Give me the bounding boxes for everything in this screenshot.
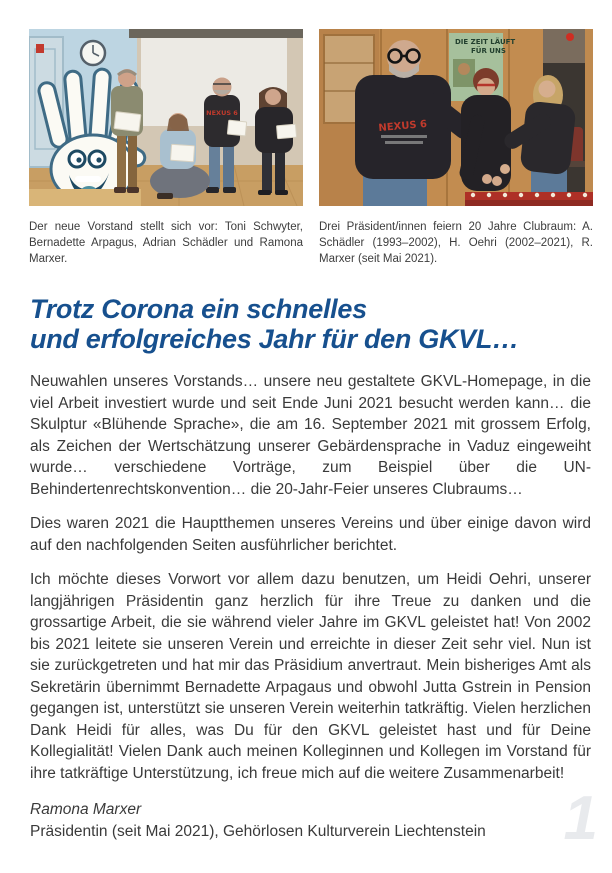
photo-left-figure (29, 29, 303, 267)
photos-row (29, 29, 593, 267)
paragraph-1: Neuwahlen unseres Vorstands… unsere neu gestaltete GKVL-Homepage, in die viel Arbeit investiert wurde und seit Ende Juni 2021 besucht werden kann… die Skulptur «Blühende Sprache», die am 16. September 2021 mit grossem Erfolg, als Zeichen der Wertschätzung unserer Gebärdensprache in Vaduz eingeweiht wurde… verschiedene Vorträge, zum Beispiel über die UN-Behindertenrechtskonvention… die 20-Jahr-Feier unseres Clubraums… (30, 373, 591, 498)
ceiling-rail (129, 29, 303, 38)
paragraph-2: Dies waren 2021 die Hauptthemen unseres Vereins und über einige davon wird auf den nachfolgenden Seiten ausführlicher berichtet. (30, 515, 591, 554)
photo-new-board (29, 29, 303, 206)
right-photo-scene (319, 29, 593, 206)
page-number: 1 (563, 784, 598, 853)
photo-cake-cutting (319, 29, 593, 206)
photo-left-caption: Der neue Vorstand stellt sich vor: Toni Schwyter, Bernadette Arpagus, Adrian Schädler und Ramona Marxer. (29, 221, 303, 265)
photo-right-figure (319, 29, 593, 267)
birthday-cake (465, 192, 593, 206)
left-photo-scene (29, 29, 303, 206)
photo-right-caption: Drei Präsident/innen feiern 20 Jahre Clubraum: A. Schädler (1993–2002), H. Oehri (2002–2021), R. Marxer (seit Mai 2021). (319, 221, 593, 265)
fire-alarm (566, 33, 574, 41)
article-title (30, 294, 595, 354)
fire-alarm (36, 44, 44, 53)
right-photo-shirt-text: NEXUS 6 (378, 118, 428, 135)
wall-clock (81, 41, 105, 65)
signature-role: Präsidentin (seit Mai 2021), Gehörlosen Kulturverein Liechtenstein (30, 822, 486, 840)
left-photo-shirt-text: NEXUS 6 (206, 109, 238, 117)
signature-name: Ramona Marxer (30, 801, 142, 818)
article-body (30, 371, 591, 842)
poster-line2: FÜR UNS (471, 47, 506, 55)
article-title-line1: Trotz Corona ein schnelles (30, 294, 367, 324)
signature-block (30, 799, 591, 842)
paragraph-3: Ich möchte dieses Vorwort vor allem dazu benutzen, um Heidi Oehri, unserer langjährigen Präsidentin ganz herzlich für ihre Treue zu danken und die grossartige Arbeit, die sie während vieler Jahre im GKVL geleistet hat! Von 2002 bis 2021 leitete sie unseren Verein und erreichte in dieser Zeit sehr viel. Nun ist sie zurückgetreten und hat mir das Präsidium anvertraut. Mein bisheriges Amt als Sekretärin übernimmt Bernadette Arpagaus und obwohl Jutta Gstrein in Pension gegangen ist, unterstützt sie unseren Verein weiterhin tatkräftig. Vielen herzlichen Dank Heidi für alles, was Du für den GKVL geleistet hast und für Deine Kollegialität! Vielen Dank auch meinen Kolleginnen und Kollegen im Vorstand für ihre tatkräftige Unterstützung, ich freue mich auf die weitere Zusammenarbeit! (30, 571, 591, 782)
poster-line1: DIE ZEIT LÄUFT (455, 38, 516, 46)
article-title-line2: und erfolgreiches Jahr für den GKVL… (30, 324, 519, 354)
